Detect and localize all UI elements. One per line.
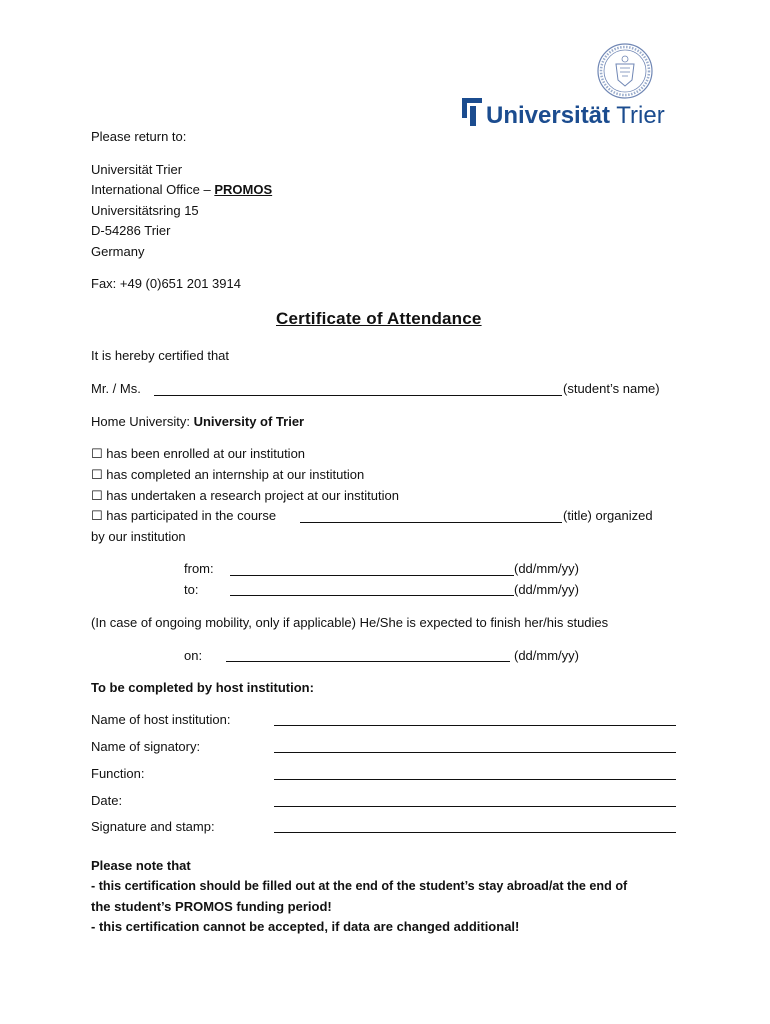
university-t-mark-icon [462,98,482,126]
host-name-field[interactable] [274,725,676,726]
function-label: Function: [91,766,145,781]
address-line-2-prefix: International Office – [91,182,215,197]
address-line-1: Universität Trier [91,162,183,177]
home-university-value: University of Trier [193,414,305,429]
on-label: on: [184,648,203,663]
option-research [91,487,399,505]
function-field[interactable] [274,779,676,780]
address-line-3: Universitätsring 15 [91,203,199,218]
student-name-field[interactable] [154,395,562,396]
date-label: Date: [91,793,123,808]
option-enrolled-label: has been enrolled at our institution [106,446,306,461]
signatory-field[interactable] [274,752,676,753]
to-date-format: (dd/mm/yy) [514,582,579,597]
host-heading: To be completed by host institution: [91,680,314,695]
university-seal-icon [596,42,654,100]
note-line-3: - this certification cannot be accepted, if data are changed additional! [91,919,520,934]
home-university-label: Home University: [91,414,194,429]
checkbox-internship[interactable]: ☐ [91,467,103,482]
option-course [91,507,276,525]
checkbox-enrolled[interactable]: ☐ [91,446,103,461]
note-line-2: the student’s PROMOS funding period! [91,899,332,914]
note-heading: Please note that [91,858,191,873]
host-name-label: Name of host institution: [91,712,231,727]
intro-text: It is hereby certified that [91,348,230,363]
logo-name-regular: Trier [616,102,665,129]
by-institution: by our institution [91,529,186,544]
address-promos: PROMOS [214,182,273,197]
address-line-4: D-54286 Trier [91,223,171,238]
to-label: to: [184,582,199,597]
page-title: Certificate of Attendance [276,309,482,328]
option-internship [91,466,364,484]
student-prefix: Mr. / Ms. [91,381,141,396]
date-field[interactable] [274,806,676,807]
on-date-field[interactable] [226,661,510,662]
return-to-label: Please return to: [91,129,187,144]
signatory-label: Name of signatory: [91,739,201,754]
from-label: from: [184,561,214,576]
address-line-5: Germany [91,244,145,259]
option-internship-label: has completed an internship at our institution [106,467,365,482]
checkbox-course[interactable]: ☐ [91,508,103,523]
option-research-label: has undertaken a research project at our institution [106,488,399,503]
fax-number: Fax: +49 (0)651 201 3914 [91,276,241,291]
course-title-suffix: (title) organized [563,508,653,523]
to-date-field[interactable] [230,595,514,596]
option-course-label: has participated in the course [106,508,277,523]
university-logo-text [486,102,665,130]
student-suffix: (student’s name) [563,381,660,396]
signature-label: Signature and stamp: [91,819,215,834]
signature-field[interactable] [274,832,676,833]
from-date-format: (dd/mm/yy) [514,561,579,576]
course-title-field[interactable] [300,522,562,523]
logo-name-bold: Universität [486,102,611,129]
from-date-field[interactable] [230,575,514,576]
note-line-1: - this certification should be filled out at the end of the student’s stay abroad/at the end of [91,879,628,893]
ongoing-note: (In case of ongoing mobility, only if applicable) He/She is expected to finish her/his studies [91,615,609,630]
address-line-2 [91,181,272,199]
home-university [91,413,304,431]
option-enrolled [91,445,305,463]
checkbox-research[interactable]: ☐ [91,488,103,503]
on-date-format: (dd/mm/yy) [514,648,579,663]
